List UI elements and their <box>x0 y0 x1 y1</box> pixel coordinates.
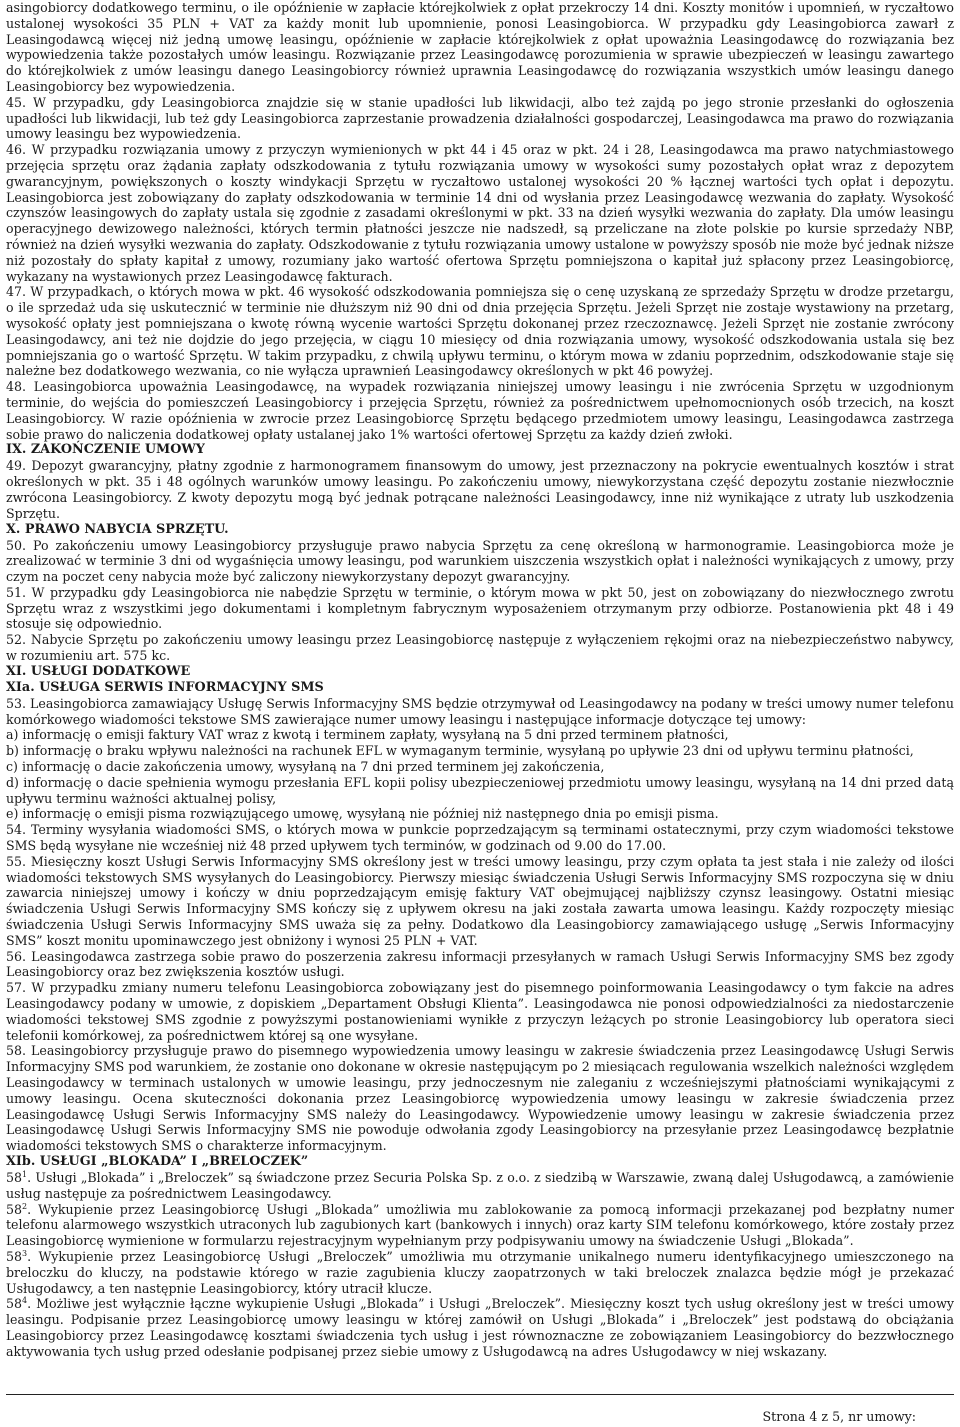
paragraph: 58. Leasingobiorcy przysługuje prawo do pisemnego wypowiedzenia umowy leasingu w zakresie świadczenia przez Leasingodawcę Usługi Serwis Informacyjny SMS pod warunkiem, że zostanie ono dokonane w okresie następującym po 2 miesiącach regulowania wszelkich należności względem Leasingodawcy w terminach ustalonych w umowie leasingu, przy jednoczesnym nie zaleganiu z wcześniejszymi płatnościami wynikającymi z umowy leasingu. Ocena skuteczności dokonania przez Leasingobiorcę wypowiedzenia umowy leasingu w zakresie świadczenia przez Leasingodawcę Usługi Serwis Informacyjny SMS należy do Leasingodawcy. Wypowiedzenie umowy leasingu w zakresie świadczenia przez Leasingodawcę Usługi Serwis Informacyjny SMS nie powoduje odwołania zgody Leasingobiorcy na przesyłanie przez Leasingodawcę bezpłatnie wiadomości tekstowych SMS o charakterze informacyjnym. <box>6 1043 954 1154</box>
paragraph <box>6 1170 954 1202</box>
paragraph: 48. Leasingobiorca upoważnia Leasingodawcę, na wypadek rozwiązania niniejszej umowy leasingu i nie zwrócenia Sprzętu w uzgodnionym terminie, do wejścia do pomieszczeń Leasingobiorcy i przejęcia Sprzętu, również za pośrednictwem upełnomocnionych osób trzecich, na koszt Leasingobiorcy. W razie opóźnienia w zwrocie przez Leasingobiorcę Sprzętu będącego przedmiotem umowy leasingu, Leasingodawca zastrzega sobie prawo do naliczenia dodatkowej opłaty ustalanej jako 1% wartości ofertowej Sprzętu za każdy dzień zwłoki. <box>6 379 954 442</box>
paragraph: 52. Nabycie Sprzętu po zakończeniu umowy leasingu przez Leasingobiorcę następuje z wyłączeniem rękojmi oraz na niebezpieczeństwo nabywcy, w rozumieniu art. 575 kc. <box>6 632 954 664</box>
paragraph-number-superscript: 3 <box>22 1248 28 1258</box>
paragraph-text: . Usługi „Blokada” i „Breloczek” są świadczone przez Securia Polska Sp. z o.o. z siedzibą w Warszawie, zwaną dalej Usługodawcą, a zamówienie usług następuje za pośrednictwem Leasingodawcy. <box>6 1169 954 1201</box>
paragraph-number-superscript: 1 <box>22 1169 28 1179</box>
paragraph: 47. W przypadkach, o których mowa w pkt. 46 wysokość odszkodowania pomniejsza się o cenę uzyskaną ze sprzedaży Sprzętu w drodze przetargu, o ile sprzedaż uda się uskutecznić w terminie nie dłuższym niż 90 dni od dnia przejęcia Sprzętu. Jeżeli Sprzęt nie zostaje wystawiony na przetarg, wysokość opłaty jest pomniejszana o kwotę równą wycenie wartości Sprzętu dokonanej przez rzeczoznawcę. Jeżeli Sprzęt nie zostanie zwrócony Leasingodawcy, ani też nie dojdzie do jego przejęcia, w ciągu 10 miesięcy od dnia rozwiązania umowy, wysokość odszkodowania ustala się bez pomniejszania go o wartość Sprzętu. W takim przypadku, z chwilą upływu terminu, o którym mowa w zdaniu poprzednim, odszkodowanie staje się należne bez dodatkowego wezwania, co nie wyłącza uprawnień Leasingodawcy określonych w pkt 46 powyżej. <box>6 284 954 379</box>
paragraph-number: 58 <box>6 1296 23 1312</box>
paragraph-text: . Możliwe jest wyłącznie łączne wykupienie Usługi „Blokada” i Usługi „Breloczek”. Miesięczny koszt tych usług określony jest w treści umowy leasingu. Podpisanie przez Leasingobiorcę umowy leasingu w której zamówił on Usługi „Blokada” i „Breloczek” jest podstawą do obciążania Leasingobiorcy przez Leasingodawcę kosztami świadczenia tych usług i jest równoznaczne ze zobowiązaniem Leasingobiorcy do bezzwłocznego aktywowania tych usług przed odesłanie podpisanej przez siebie umowy z Usługodawcą na adres Usługodawcy w niej wskazany. <box>6 1296 954 1359</box>
section-heading: XIb. USŁUGI „BLOKADA” I „BRELOCZEK” <box>6 1153 309 1169</box>
section-heading: XIa. USŁUGA SERWIS INFORMACYJNY SMS <box>6 679 324 695</box>
paragraph-number-superscript: 2 <box>22 1201 28 1211</box>
paragraph: 51. W przypadku gdy Leasingobiorca nie nabędzie Sprzętu w terminie, o którym mowa w pkt 50, jest on zobowiązany do niezwłocznego zwrotu Sprzętu wraz z wszystkimi jego dokumentami i kompletnym fabrycznym wyposażeniem otrzymanym przy odbiorze. Postanowienia pkt 48 i 49 stosuje się odpowiednio. <box>6 584 954 632</box>
section-heading: X. PRAWO NABYCIA SPRZĘTU. <box>6 521 229 537</box>
paragraph: 46. W przypadku rozwiązania umowy z przyczyn wymienionych w pkt 44 i 45 oraz w pkt. 24 i 28, Leasingodawca ma prawo natychmiastowego przejęcia sprzętu oraz żądania zapłaty odszkodowania z tytułu rozwiązania umowy w wysokości sumy pozostałych opłat wraz z depozytem gwarancyjnym, powiększonych o koszty windykacji Sprzętu w ryczałtowo ustalonej wysokości 20 % łącznej wartości tych opłat i depozytu. Leasingobiorca jest zobowiązany do zapłaty odszkodowania w terminie 14 dni od wysłania przez Leasingodawcę wezwania do zapłaty. Wysokość czynszów leasingowych do zapłaty ustala się zgodnie z zasadami określonymi w pkt. 33 na dzień wysyłki wezwania do zapłaty. Dla umów leasingu operacyjnego dewizowego należności, których termin płatności jeszcze nie nadszedł, są przeliczane na złote polskie po kursie sprzedaży NBP, również na dzień wysyłki wezwania do zapłaty. Odszkodowanie z tytułu rozwiązania umowy ustalone w powyższy sposób nie może być jednak niższe niż pozostały do spłaty kapitał z umowy, rozumiany jako wartość ofertowa Sprzętu pomniejszona o kapitał już spłacony przez Leasingobiorcę, wykazany na wystawionych przez Leasingodawcę fakturach. <box>6 142 954 284</box>
paragraph <box>6 1296 954 1359</box>
section-heading: XI. USŁUGI DODATKOWE <box>6 663 191 679</box>
paragraph <box>6 1249 954 1296</box>
paragraph: d) informację o dacie spełnienia wymogu przesłania EFL kopii polisy ubezpieczeniowej przedmiotu umowy leasingu, wysyłaną na 14 dni przed datą upływu terminu ważności aktualnej polisy, <box>6 774 954 806</box>
paragraph: 54. Terminy wysyłania wiadomości SMS, o których mowa w punkcie poprzedzającym są terminami ostatecznymi, przy czym wiadomości tekstowe SMS będą wysyłane nie wcześniej niż 48 przed upływem tych terminów, w godzinach od 9.00 do 17.00. <box>6 822 954 854</box>
paragraph-text: . Wykupienie przez Leasingobiorcę Usługi „Blokada” umożliwia mu zablokowanie za pomocą informacji przekazanej pod bezpłatny numer telefonu alarmowego wszystkich utraconych lub zagubionych kart (bankowych i innych) oraz karty SIM telefonu komórkowego, które zostały przez Leasingobiorcę wymienione w formularzu rejestracyjnym wypełnianym przy podpisywaniu umowy na świadczenie Usługi „Blokada”. <box>6 1201 954 1249</box>
paragraph-number: 58 <box>6 1248 23 1264</box>
paragraph-number-superscript: 4 <box>22 1296 28 1306</box>
paragraph <box>6 1202 954 1249</box>
paragraph-text: . Wykupienie przez Leasingobiorcę Usługi „Breloczek” umożliwia mu otrzymanie unikalnego numeru identyfikacyjnego umieszczonego na breloczku do kluczy, na podstawie którego w razie zagubienia kluczy zaopatrzonych w taki breloczek znalazca będzie mógł je przekazać Usługodawcy, a ten następnie Leasingobiorcy, który utracił klucze. <box>6 1248 954 1296</box>
paragraph: 45. W przypadku, gdy Leasingobiorca znajdzie się w stanie upadłości lub likwidacji, albo też zajdą po jego stronie przesłanki do ogłoszenia upadłości lub likwidacji, lub też gdy Leasingobiorca zaprzestanie prowadzenia działalności gospodarczej, Leasingodawca ma prawo do rozwiązania umowy leasingu bez wypowiedzenia. <box>6 94 954 142</box>
paragraph: b) informację o braku wpływu należności na rachunek EFL w wymaganym terminie, wysyłaną po upływie 23 dni od upływu terminu płatności, <box>6 743 914 759</box>
paragraph: 53. Leasingobiorca zamawiający Usługę Serwis Informacyjny SMS będzie otrzymywał od Leasingodawcy na podany w treści umowy numer telefonu komórkowego wiadomości tekstowe SMS zawierające numer umowy leasingu i następujące informacje dotyczące tej umowy: <box>6 695 954 727</box>
paragraph: e) informację o emisji pisma rozwiązującego umowę, wysyłaną nie później niż następnego dnia po emisji pisma. <box>6 806 719 822</box>
paragraph: 55. Miesięczny koszt Usługi Serwis Informacyjny SMS określony jest w treści umowy leasingu, przy czym opłata ta jest stała i nie zależy od ilości wiadomości tekstowych SMS wysyłanych do Leasingobiorcy. Pierwszy miesiąc świadczenia Usługi Serwis Informacyjny SMS rozpoczyna się w dniu zawarcia niniejszej umowy i kończy w dniu poprzedzającym emisję faktury VAT obejmującej najbliższy czynsz leasingowy. Ostatni miesiąc świadczenia Usługi Serwis Informacyjny SMS kończy się z upływem okresu na jaki została zawarta umowa leasingu. Każdy rozpoczęty miesiąc świadczenia Usługi Serwis Informacyjny SMS uważa się za pełny. Dodatkowo dla Leasingobiorcy zamawiającego usługę „Serwis Informacyjny SMS” koszt monitu upominawczego jest obniżony i wynosi 25 PLN + VAT. <box>6 853 954 948</box>
document-body <box>6 0 954 1360</box>
paragraph-number: 58 <box>6 1201 23 1217</box>
paragraph: asingobiorcy dodatkowego terminu, o ile opóźnienie w zapłacie którejkolwiek z opłat przekroczy 14 dni. Koszty monitów i upomnień, w ryczałtowo ustalonej wysokości 35 PLN + VAT za każdy monit lub upomnienie, ponosi Leasingobiorca. W przypadku gdy Leasingobiorca zawarł z Leasingodawcą więcej niż jedną umowę leasingu, opóźnienie w zapłacie którejkolwiek z opłat upoważnia Leasingodawcę do rozwiązania bez wypowiedzenia także pozostałych umów leasingu. Rozwiązanie przez Leasingodawcę porozumienia w sprawie ubezpieczeń w leasingu zawartego do którejkolwiek z umów leasingu danego Leasingobiorcy również uprawnia Leasingodawcę do rozwiązania wszystkich umów leasingu danego Leasingobiorcy bez wypowiedzenia. <box>6 0 954 94</box>
paragraph: 56. Leasingodawca zastrzega sobie prawo do poszerzenia zakresu informacji przesyłanych w ramach Usługi Serwis Informacyjny SMS bez zgody Leasingobiorcy oraz bez zwiększenia kosztów usługi. <box>6 948 954 980</box>
paragraph: a) informację o emisji faktury VAT wraz z kwotą i terminem zapłaty, wysyłaną na 5 dni przed terminem płatności, <box>6 727 729 743</box>
page-footer: Strona 4 z 5, nr umowy: <box>762 1409 916 1424</box>
paragraph: c) informację o dacie zakończenia umowy, wysyłaną na 7 dni przed terminem jej zakończenia, <box>6 759 605 775</box>
paragraph: 49. Depozyt gwarancyjny, płatny zgodnie z harmonogramem finansowym do umowy, jest przeznaczony na pokrycie ewentualnych kosztów i strat określonych w pkt. 35 i 48 ogólnych warunków umowy leasingu. Po zakończeniu umowy, niewykorzystana część depozytu zostanie niezwłocznie zwrócona Leasingobiorcy. Z kwoty depozytu mogą być jednak potrącane należności Leasingodawcy, inne niż wynikające z utraty lub uszkodzenia Sprzętu. <box>6 458 954 521</box>
footer-divider <box>6 1394 954 1395</box>
section-heading: IX. ZAKOŃCZENIE UMOWY <box>6 442 205 458</box>
paragraph-number: 58 <box>6 1169 23 1185</box>
paragraph: 50. Po zakończeniu umowy Leasingobiorcy przysługuje prawo nabycia Sprzętu za cenę określoną w harmonogramie. Leasingobiorca może je zrealizować w terminie 3 dni od wygaśnięcia umowy leasingu, pod warunkiem uiszczenia wszystkich opłat i należności wynikających z umowy, przy czym na poczet ceny nabycia może być zaliczony niewykorzystany depozyt gwarancyjny. <box>6 537 954 585</box>
paragraph: 57. W przypadku zmiany numeru telefonu Leasingobiorca zobowiązany jest do pisemnego poinformowania Leasingodawcy o tym fakcie na adres Leasingodawcy podany w umowie, z dopiskiem „Departament Obsługi Klienta”. Leasingodawca nie ponosi odpowiedzialności za niedostarczenie wiadomości tekstowej SMS zgodnie z powyższymi postanowieniami wynikłe z przyczyn leżących po stronie Leasingobiorcy lub operatora sieci telefonii komórkowej, za pośrednictwem której są one wysyłane. <box>6 980 954 1043</box>
